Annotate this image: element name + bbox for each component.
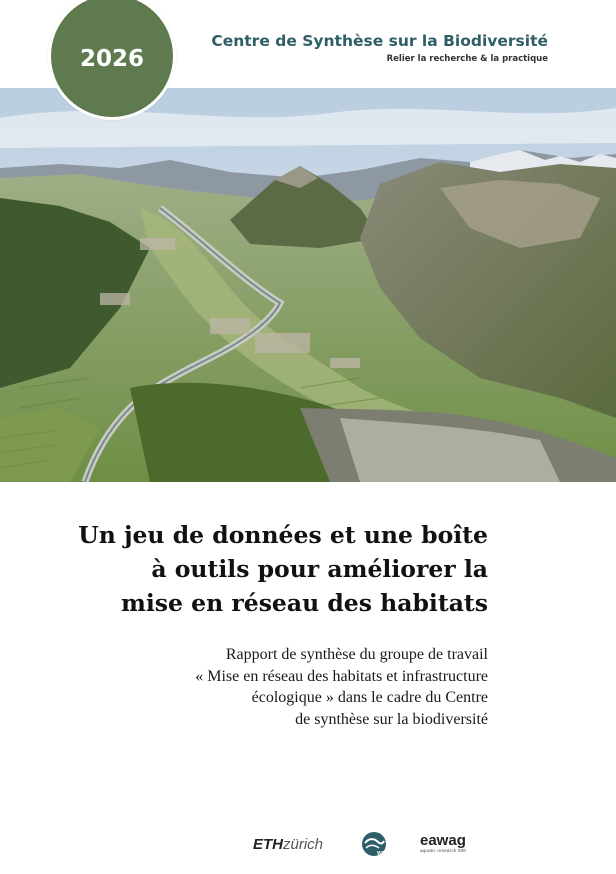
org-title: Centre de Synthèse sur la Biodiversité <box>211 32 548 50</box>
report-title-line: Un jeu de données et une boîte <box>78 521 488 549</box>
report-subtitle-line: de synthèse sur la biodiversité <box>295 710 488 728</box>
report-title <box>78 518 488 620</box>
eawag-logo-text: eawag <box>420 832 466 849</box>
wsl-logo-icon <box>360 831 388 859</box>
eawag-logo-subtext: aquatic research 000 <box>420 848 467 853</box>
eth-logo-bold: ETH <box>253 836 283 853</box>
report-subtitle-line: « Mise en réseau des habitats et infrastructure <box>195 667 488 685</box>
year-text: 2026 <box>79 46 144 72</box>
eawag-logo <box>420 833 466 854</box>
report-subtitle-line: Rapport de synthèse du groupe de travail <box>225 646 488 663</box>
report-title-line: à outils pour améliorer la <box>151 555 488 583</box>
org-tagline: Relier la recherche & la practique <box>386 54 548 64</box>
hero-landscape-photo <box>0 88 616 482</box>
eth-logo-light: zürich <box>283 836 324 853</box>
report-title-line: mise en réseau des habitats <box>120 589 488 617</box>
eth-zurich-logo <box>253 836 323 853</box>
wsl-logo-text: WSL <box>377 851 388 857</box>
partner-logos <box>0 832 616 862</box>
alpine-valley-aerial-photo-icon <box>0 88 616 482</box>
report-subtitle <box>195 644 488 730</box>
report-subtitle-line: écologique » dans le cadre du Centre <box>251 689 488 706</box>
